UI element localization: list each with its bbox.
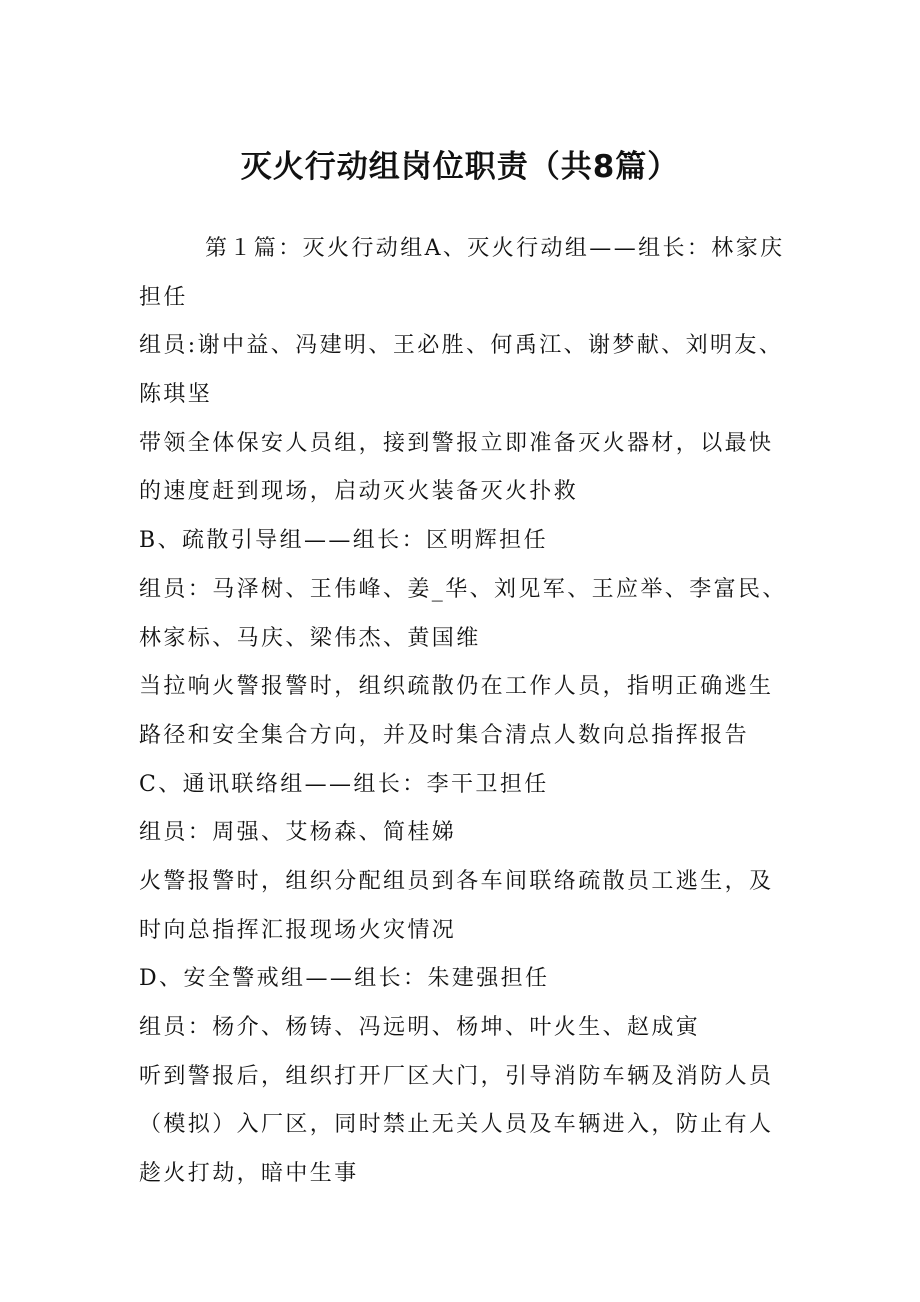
document-body bbox=[139, 225, 799, 1199]
paragraph-line: 组员：马泽树、王伟峰、姜_华、刘见军、王应举、李富民、 bbox=[139, 576, 787, 602]
paragraph-line: 组员：周强、艾杨森、简桂娣 bbox=[139, 820, 457, 846]
paragraph-line: D、安全警戒组——组长：朱建强担任 bbox=[139, 966, 550, 992]
paragraph-line: C、通讯联络组——组长：李干卫担任 bbox=[139, 771, 549, 797]
document-title: 灭火行动组岗位职责（共8篇） bbox=[240, 149, 680, 185]
paragraph-line: 林家标、马庆、梁伟杰、黄国维 bbox=[139, 625, 481, 651]
paragraph-line: 组员:谢中益、冯建明、王必胜、何禹江、谢梦献、刘明友、 bbox=[139, 333, 784, 359]
paragraph-line: 带领全体保安人员组，接到警报立即准备灭火器材，以最快 bbox=[139, 430, 774, 456]
paragraph-line: 火警报警时，组织分配组员到各车间联络疏散员工逃生，及 bbox=[139, 868, 774, 894]
paragraph-line: 的速度赶到现场，启动灭火装备灭火扑救 bbox=[139, 479, 579, 505]
paragraph-line: 陈琪坚 bbox=[139, 382, 213, 408]
paragraph-line: B、疏散引导组——组长：区明辉担任 bbox=[139, 528, 548, 554]
paragraph-line: （模拟）入厂区，同时禁止无关人员及车辆进入，防止有人 bbox=[139, 1112, 774, 1138]
paragraph-line: 当拉响火警报警时，组织疏散仍在工作人员，指明正确逃生 bbox=[139, 674, 774, 700]
paragraph-line: 听到警报后，组织打开厂区大门，引导消防车辆及消防人员 bbox=[139, 1063, 774, 1089]
paragraph-line: 路径和安全集合方向，并及时集合清点人数向总指挥报告 bbox=[139, 722, 750, 748]
paragraph-line: 时向总指挥汇报现场火灾情况 bbox=[139, 917, 457, 943]
paragraph-line: 第１篇：灭火行动组A、灭火行动组——组长：林家庆 bbox=[205, 236, 785, 261]
paragraph-line: 组员：杨介、杨铸、冯远明、杨坤、叶火生、赵成寅 bbox=[139, 1015, 701, 1040]
paragraph-line: 担任 bbox=[139, 284, 188, 310]
paragraph-line: 趁火打劫，暗中生事 bbox=[139, 1161, 359, 1187]
